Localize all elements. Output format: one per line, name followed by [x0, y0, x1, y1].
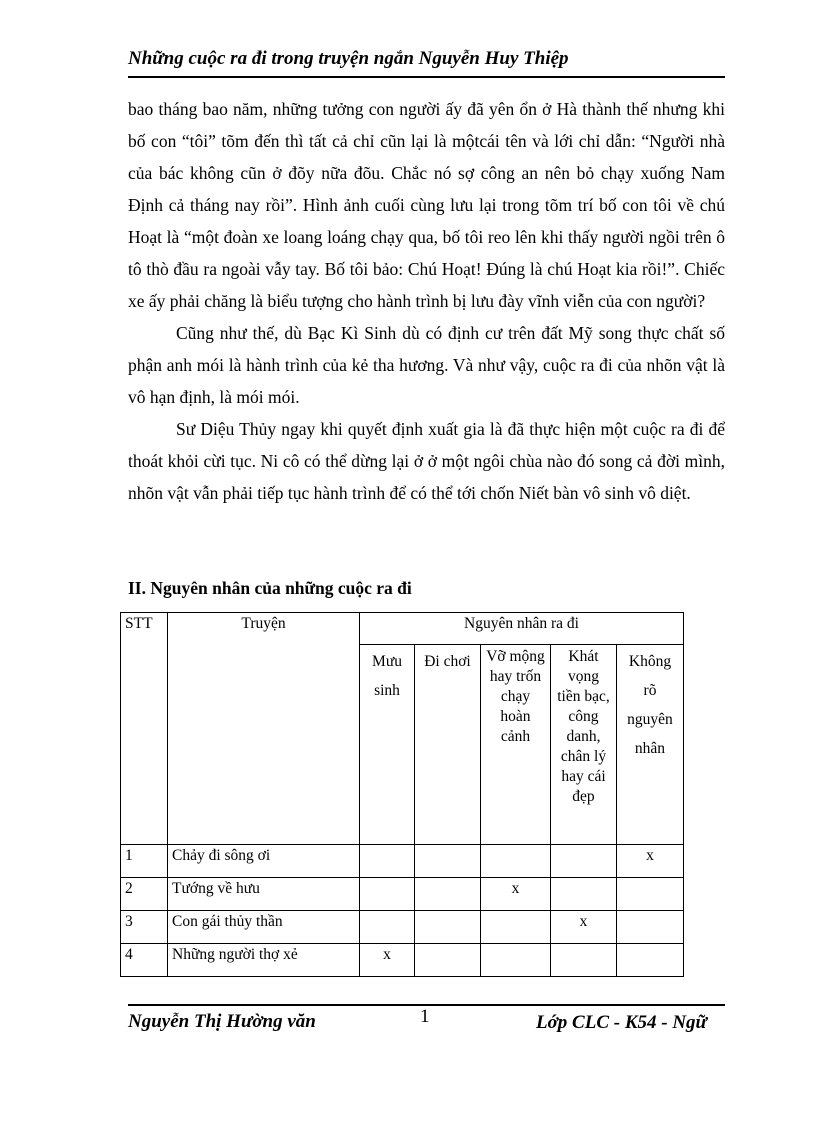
reason-header: Mưu sinh: [360, 645, 415, 845]
footer-class-info: Lớp CLC - K54 - Ngữ: [536, 1012, 707, 1033]
reason-header: Không rõ nguyên nhân: [617, 645, 684, 845]
row-mark: [360, 845, 415, 878]
reasons-table: [120, 612, 684, 977]
row-mark: [617, 878, 684, 911]
row-mark: [360, 911, 415, 944]
section-title: II. Nguyên nhân của những cuộc ra đi: [128, 578, 412, 598]
row-mark: [415, 911, 481, 944]
row-mark: x: [551, 911, 617, 944]
row-mark: [481, 911, 551, 944]
footer-author: Nguyễn Thị Hường văn: [128, 1011, 316, 1032]
table-row: [121, 944, 684, 977]
reason-header: Vỡ mộng hay trốn chạy hoàn cảnh: [481, 645, 551, 845]
row-mark: x: [481, 878, 551, 911]
header-reasons: Nguyên nhân ra đi: [360, 613, 684, 645]
row-stt: 2: [121, 878, 168, 911]
table-row: [121, 878, 684, 911]
row-story: Tướng về hưu: [168, 878, 360, 911]
row-mark: x: [360, 944, 415, 977]
row-story: Con gái thủy thần: [168, 911, 360, 944]
paragraph: Sư Diệu Thủy ngay khi quyết định xuất gia là đã thực hiện một cuộc ra đi để thoát khỏi cừi tục. Ni cô có thể dừng lại ở ở một ngôi chùa nào đó song cả đời mình, nhõn vật vẫn phải tiếp tục hành trình để có thể tới chốn Niết bàn vô sinh vô diệt.: [128, 419, 725, 503]
row-mark: [551, 845, 617, 878]
row-stt: 4: [121, 944, 168, 977]
table-row: [121, 845, 684, 878]
row-story: Chảy đi sông ơi: [168, 845, 360, 878]
header-rule: [128, 76, 725, 78]
paragraph: bao tháng bao năm, những tưởng con người ấy đã yên ổn ở Hà thành thế nhưng khi bố con “tôi” tõm đến thì tất cả chỉ cũn lại là mộtcái tên và lới chỉ dẫn: “Người nhà của bác không cũn ở đõy nữa đõu. Chắc nó sợ công an nên bỏ chạy xuống Nam Định cả tháng nay rồi”. Hình ảnh cuối cùng lưu lại trong tõm trí bố con tôi về chú Hoạt là “một đoàn xe loang loáng chạy qua, bố tôi reo lên khi thấy người ngồi trên ô tô thò đầu ra ngoài vẫy tay. Bố tôi bảo: Chú Hoạt! Đúng là chú Hoạt kia rồi!”. Chiếc xe ấy phải chăng là biểu tượng cho hành trình bị lưu đày vĩnh viễn của con người?: [128, 99, 725, 311]
row-mark: [551, 878, 617, 911]
row-mark: [481, 944, 551, 977]
row-mark: x: [617, 845, 684, 878]
header-story: Truyện: [168, 613, 360, 845]
row-story: Những người thợ xẻ: [168, 944, 360, 977]
row-mark: [617, 911, 684, 944]
header-stt: STT: [121, 613, 168, 845]
row-mark: [360, 878, 415, 911]
row-stt: 3: [121, 911, 168, 944]
page-header-title: Những cuộc ra đi trong truyện ngắn Nguyễn Huy Thiệp: [128, 48, 569, 69]
reason-header: Khát vọng tiền bạc, công danh, chân lý hay cái đẹp: [551, 645, 617, 845]
page-number: 1: [420, 1006, 430, 1027]
table-row: [121, 911, 684, 944]
row-mark: [415, 944, 481, 977]
reason-header: Đi chơi: [415, 645, 481, 845]
row-mark: [551, 944, 617, 977]
paragraph: Cũng như thế, dù Bạc Kì Sinh dù có định cư trên đất Mỹ song thực chất số phận anh mói là hành trình của kẻ tha hương. Và như vậy, cuộc ra đi của nhõn vật là vô hạn định, là mói mói.: [128, 323, 725, 407]
row-stt: 1: [121, 845, 168, 878]
row-mark: [415, 845, 481, 878]
row-mark: [617, 944, 684, 977]
row-mark: [415, 878, 481, 911]
body-text: [128, 93, 725, 509]
row-mark: [481, 845, 551, 878]
